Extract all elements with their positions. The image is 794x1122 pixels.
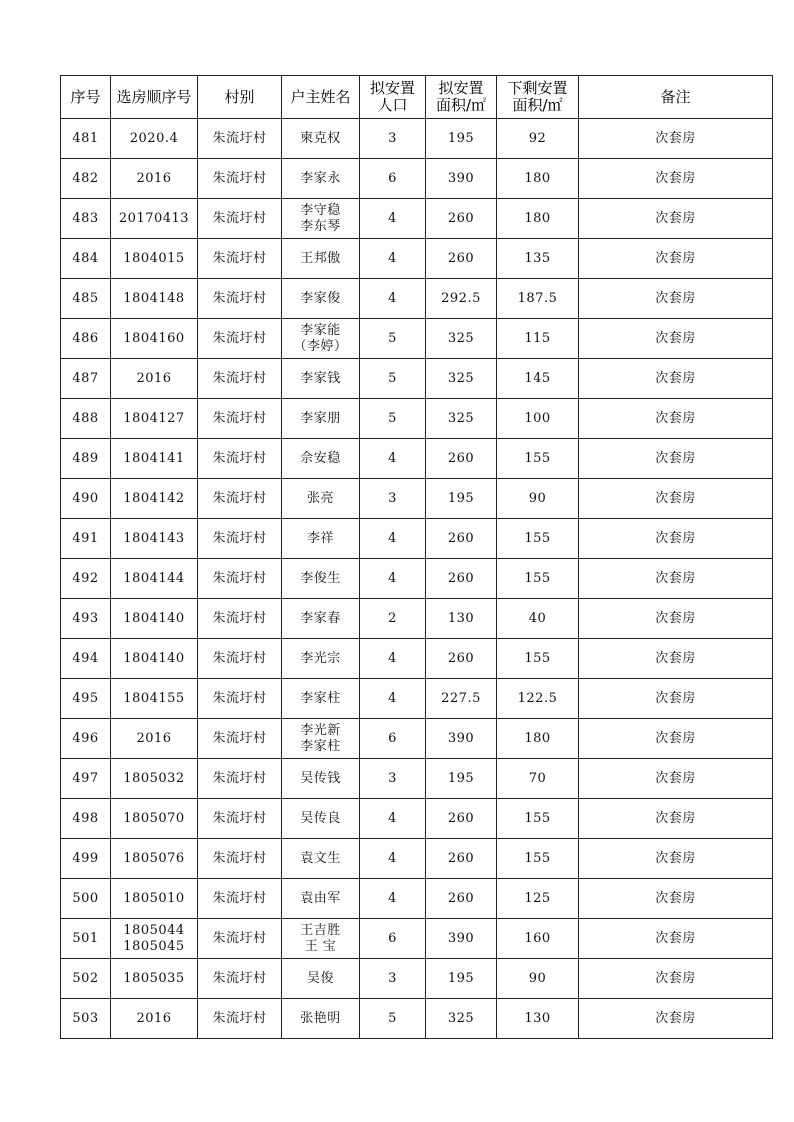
cell-householder-name [282,359,360,399]
cell-village: 朱流圩村 [198,559,282,599]
cell-serial-no: 484 [61,239,111,279]
cell-population: 4 [360,439,426,479]
cell-remaining-area: 155 [497,639,579,679]
cell-village: 朱流圩村 [198,799,282,839]
cell-householder-name [282,439,360,479]
table-row [61,519,773,559]
cell-selection-order-line: 1805035 [123,970,185,986]
cell-householder-name-line: 袁由军 [300,890,341,906]
cell-village: 朱流圩村 [198,519,282,559]
cell-serial-no: 492 [61,559,111,599]
cell-population: 4 [360,519,426,559]
table-row [61,479,773,519]
table-row [61,239,773,279]
cell-population: 4 [360,879,426,919]
cell-planned-area: 195 [426,119,497,159]
cell-selection-order-line: 2016 [136,730,172,746]
cell-remarks: 次套房 [579,599,773,639]
cell-selection-order [111,919,198,959]
table-row [61,919,773,959]
cell-village: 朱流圩村 [198,239,282,279]
cell-village: 朱流圩村 [198,159,282,199]
cell-householder-name [282,159,360,199]
cell-planned-area: 325 [426,399,497,439]
cell-selection-order-line: 1804140 [123,650,185,666]
cell-village: 朱流圩村 [198,319,282,359]
cell-remaining-area: 40 [497,599,579,639]
cell-population: 4 [360,279,426,319]
cell-remarks: 次套房 [579,519,773,559]
cell-village: 朱流圩村 [198,919,282,959]
header-remaining-area: 下剩安置 面积/㎡ [497,76,579,119]
cell-village: 朱流圩村 [198,759,282,799]
cell-householder-name [282,959,360,999]
table-body [61,119,773,1039]
cell-remarks: 次套房 [579,919,773,959]
cell-planned-area: 260 [426,839,497,879]
cell-remarks: 次套房 [579,199,773,239]
cell-selection-order [111,559,198,599]
cell-selection-order-line: 1804155 [123,690,185,706]
cell-population: 6 [360,919,426,959]
cell-selection-order [111,719,198,759]
cell-selection-order-line: 1804143 [123,530,185,546]
cell-planned-area: 260 [426,439,497,479]
cell-selection-order-line: 1805070 [123,810,185,826]
cell-householder-name-line: 王邦傲 [300,250,341,266]
cell-householder-name-line: 李家俊 [300,290,341,306]
cell-selection-order-line: 1804141 [123,450,185,466]
cell-selection-order [111,199,198,239]
cell-village: 朱流圩村 [198,599,282,639]
cell-selection-order [111,399,198,439]
cell-planned-area: 390 [426,719,497,759]
cell-population: 3 [360,479,426,519]
cell-remaining-area: 155 [497,519,579,559]
cell-householder-name-line: 李家朋 [300,410,341,426]
cell-village: 朱流圩村 [198,879,282,919]
cell-householder-name-line: （李婷） [293,338,348,354]
cell-remarks: 次套房 [579,679,773,719]
cell-remarks: 次套房 [579,959,773,999]
cell-householder-name [282,559,360,599]
cell-householder-name-line: 李家钱 [300,370,341,386]
table-row [61,399,773,439]
cell-village: 朱流圩村 [198,199,282,239]
cell-remaining-area: 90 [497,479,579,519]
cell-selection-order [111,959,198,999]
cell-householder-name [282,239,360,279]
cell-village: 朱流圩村 [198,279,282,319]
cell-serial-no: 486 [61,319,111,359]
cell-householder-name-line: 李家柱 [300,690,341,706]
cell-selection-order-line: 1804148 [123,290,185,306]
cell-serial-no: 499 [61,839,111,879]
cell-remarks: 次套房 [579,399,773,439]
cell-serial-no: 501 [61,919,111,959]
cell-selection-order [111,359,198,399]
cell-selection-order-line: 1804144 [123,570,185,586]
cell-remarks: 次套房 [579,239,773,279]
cell-selection-order [111,799,198,839]
cell-remarks: 次套房 [579,319,773,359]
cell-householder-name [282,679,360,719]
cell-village: 朱流圩村 [198,359,282,399]
cell-remaining-area: 180 [497,159,579,199]
cell-remarks: 次套房 [579,999,773,1039]
cell-householder-name [282,119,360,159]
table-row [61,959,773,999]
cell-planned-area: 260 [426,519,497,559]
cell-remarks: 次套房 [579,359,773,399]
cell-serial-no: 495 [61,679,111,719]
cell-selection-order [111,879,198,919]
cell-village: 朱流圩村 [198,399,282,439]
cell-householder-name [282,479,360,519]
table-row [61,159,773,199]
cell-remaining-area: 135 [497,239,579,279]
cell-householder-name [282,799,360,839]
cell-householder-name-line: 李家永 [300,170,341,186]
cell-householder-name-line: 李祥 [306,530,334,546]
cell-selection-order-line: 2016 [136,1010,172,1026]
cell-serial-no: 497 [61,759,111,799]
cell-remarks: 次套房 [579,799,773,839]
cell-serial-no: 494 [61,639,111,679]
resettlement-table [60,75,773,1039]
cell-householder-name [282,999,360,1039]
header-remarks: 备注 [579,76,773,119]
cell-selection-order [111,279,198,319]
cell-selection-order-line: 1805032 [123,770,185,786]
table-row [61,999,773,1039]
cell-householder-name-line: 吴传良 [300,810,341,826]
cell-serial-no: 488 [61,399,111,439]
table-row [61,839,773,879]
cell-population: 3 [360,119,426,159]
cell-remarks: 次套房 [579,119,773,159]
cell-population: 4 [360,199,426,239]
cell-population: 5 [360,319,426,359]
cell-remaining-area: 160 [497,919,579,959]
cell-householder-name-line: 张艳明 [300,1010,341,1026]
cell-serial-no: 500 [61,879,111,919]
cell-householder-name-line: 王吉胜 [300,922,341,938]
cell-planned-area: 292.5 [426,279,497,319]
table-row [61,719,773,759]
cell-selection-order-line: 1805010 [123,890,185,906]
cell-remarks: 次套房 [579,879,773,919]
cell-selection-order [111,319,198,359]
cell-planned-area: 325 [426,319,497,359]
cell-selection-order [111,119,198,159]
cell-householder-name [282,279,360,319]
cell-population: 4 [360,839,426,879]
table-row [61,879,773,919]
cell-remaining-area: 125 [497,879,579,919]
cell-householder-name [282,719,360,759]
cell-selection-order [111,599,198,639]
cell-population: 4 [360,639,426,679]
cell-population: 4 [360,239,426,279]
cell-planned-area: 195 [426,479,497,519]
cell-remarks: 次套房 [579,439,773,479]
cell-remaining-area: 155 [497,559,579,599]
cell-householder-name [282,879,360,919]
header-village: 村别 [198,76,282,119]
cell-village: 朱流圩村 [198,639,282,679]
cell-serial-no: 490 [61,479,111,519]
cell-selection-order-line: 1804160 [123,330,185,346]
cell-serial-no: 496 [61,719,111,759]
cell-remaining-area: 145 [497,359,579,399]
cell-population: 4 [360,679,426,719]
cell-householder-name [282,599,360,639]
cell-householder-name [282,519,360,559]
cell-householder-name [282,839,360,879]
header-row [61,76,773,119]
cell-selection-order [111,159,198,199]
table-row [61,319,773,359]
cell-selection-order-line: 1805045 [123,938,185,954]
cell-remarks: 次套房 [579,559,773,599]
cell-remarks: 次套房 [579,839,773,879]
cell-selection-order-line: 2016 [136,370,172,386]
cell-remaining-area: 180 [497,719,579,759]
table-row [61,279,773,319]
cell-householder-name [282,399,360,439]
cell-planned-area: 260 [426,799,497,839]
cell-householder-name [282,919,360,959]
cell-remaining-area: 155 [497,839,579,879]
cell-householder-name-line: 李光宗 [300,650,341,666]
cell-serial-no: 482 [61,159,111,199]
cell-population: 5 [360,999,426,1039]
cell-village: 朱流圩村 [198,439,282,479]
cell-remaining-area: 115 [497,319,579,359]
cell-planned-area: 390 [426,159,497,199]
cell-remaining-area: 100 [497,399,579,439]
cell-serial-no: 498 [61,799,111,839]
cell-selection-order [111,759,198,799]
table-row [61,759,773,799]
cell-householder-name-line: 吴俊 [306,970,334,986]
header-planned-area: 拟安置 面积/㎡ [426,76,497,119]
table-row [61,679,773,719]
cell-remarks: 次套房 [579,279,773,319]
cell-population: 4 [360,799,426,839]
header-selection-order: 选房顺序号 [111,76,198,119]
cell-serial-no: 491 [61,519,111,559]
cell-selection-order [111,519,198,559]
cell-planned-area: 260 [426,559,497,599]
cell-population: 3 [360,759,426,799]
cell-population: 5 [360,399,426,439]
cell-householder-name [282,199,360,239]
table-row [61,599,773,639]
cell-remarks: 次套房 [579,639,773,679]
cell-serial-no: 503 [61,999,111,1039]
cell-population: 6 [360,719,426,759]
cell-village: 朱流圩村 [198,119,282,159]
cell-planned-area: 325 [426,359,497,399]
cell-serial-no: 481 [61,119,111,159]
cell-village: 朱流圩村 [198,479,282,519]
cell-planned-area: 260 [426,239,497,279]
cell-householder-name-line: 李守稳 [300,202,341,218]
cell-remarks: 次套房 [579,759,773,799]
cell-selection-order-line: 2020.4 [129,130,179,146]
cell-selection-order [111,639,198,679]
cell-remaining-area: 180 [497,199,579,239]
cell-selection-order-line: 1804142 [123,490,185,506]
cell-householder-name [282,639,360,679]
cell-planned-area: 390 [426,919,497,959]
cell-selection-order-line: 1805044 [123,922,185,938]
cell-planned-area: 195 [426,959,497,999]
cell-selection-order-line: 1804140 [123,610,185,626]
cell-remaining-area: 130 [497,999,579,1039]
cell-serial-no: 489 [61,439,111,479]
cell-householder-name-line: 袁文生 [300,850,341,866]
cell-planned-area: 260 [426,639,497,679]
cell-population: 2 [360,599,426,639]
cell-remarks: 次套房 [579,479,773,519]
cell-householder-name-line: 李光新 [300,722,341,738]
table-row [61,119,773,159]
table-row [61,559,773,599]
cell-remaining-area: 187.5 [497,279,579,319]
cell-selection-order-line: 1804015 [123,250,185,266]
cell-serial-no: 487 [61,359,111,399]
cell-planned-area: 195 [426,759,497,799]
cell-remaining-area: 70 [497,759,579,799]
cell-householder-name-line: 李家柱 [300,738,341,754]
cell-planned-area: 260 [426,199,497,239]
cell-selection-order-line: 2016 [136,170,172,186]
cell-selection-order [111,839,198,879]
cell-remaining-area: 90 [497,959,579,999]
table-row [61,639,773,679]
cell-population: 3 [360,959,426,999]
cell-selection-order [111,479,198,519]
cell-selection-order [111,239,198,279]
table-row [61,359,773,399]
cell-serial-no: 485 [61,279,111,319]
cell-remaining-area: 122.5 [497,679,579,719]
cell-householder-name-line: 李俊生 [300,570,341,586]
cell-selection-order [111,679,198,719]
cell-remarks: 次套房 [579,719,773,759]
header-serial-no: 序号 [61,76,111,119]
cell-planned-area: 227.5 [426,679,497,719]
cell-householder-name-line: 吴传钱 [300,770,341,786]
cell-remaining-area: 155 [497,799,579,839]
cell-village: 朱流圩村 [198,719,282,759]
cell-householder-name-line: 柬克权 [300,130,341,146]
cell-village: 朱流圩村 [198,959,282,999]
cell-village: 朱流圩村 [198,679,282,719]
cell-population: 5 [360,359,426,399]
table-row [61,799,773,839]
cell-householder-name-line: 李家能 [300,322,341,338]
cell-population: 6 [360,159,426,199]
cell-selection-order-line: 20170413 [118,210,190,226]
cell-selection-order-line: 1805076 [123,850,185,866]
cell-householder-name-line: 佘安稳 [300,450,341,466]
cell-village: 朱流圩村 [198,999,282,1039]
cell-selection-order-line: 1804127 [123,410,185,426]
cell-serial-no: 502 [61,959,111,999]
cell-selection-order [111,999,198,1039]
cell-planned-area: 130 [426,599,497,639]
cell-householder-name-line: 李东琴 [300,218,341,234]
table-row [61,199,773,239]
cell-planned-area: 325 [426,999,497,1039]
cell-serial-no: 493 [61,599,111,639]
cell-remaining-area: 92 [497,119,579,159]
cell-remarks: 次套房 [579,159,773,199]
cell-serial-no: 483 [61,199,111,239]
cell-remaining-area: 155 [497,439,579,479]
cell-householder-name-line: 李家春 [300,610,341,626]
cell-householder-name [282,319,360,359]
cell-householder-name-line: 王 宝 [304,938,337,954]
table-row [61,439,773,479]
cell-selection-order [111,439,198,479]
cell-householder-name [282,759,360,799]
cell-householder-name-line: 张亮 [306,490,334,506]
cell-village: 朱流圩村 [198,839,282,879]
header-householder-name: 户主姓名 [282,76,360,119]
cell-planned-area: 260 [426,879,497,919]
cell-population: 4 [360,559,426,599]
header-planned-population: 拟安置 人口 [360,76,426,119]
